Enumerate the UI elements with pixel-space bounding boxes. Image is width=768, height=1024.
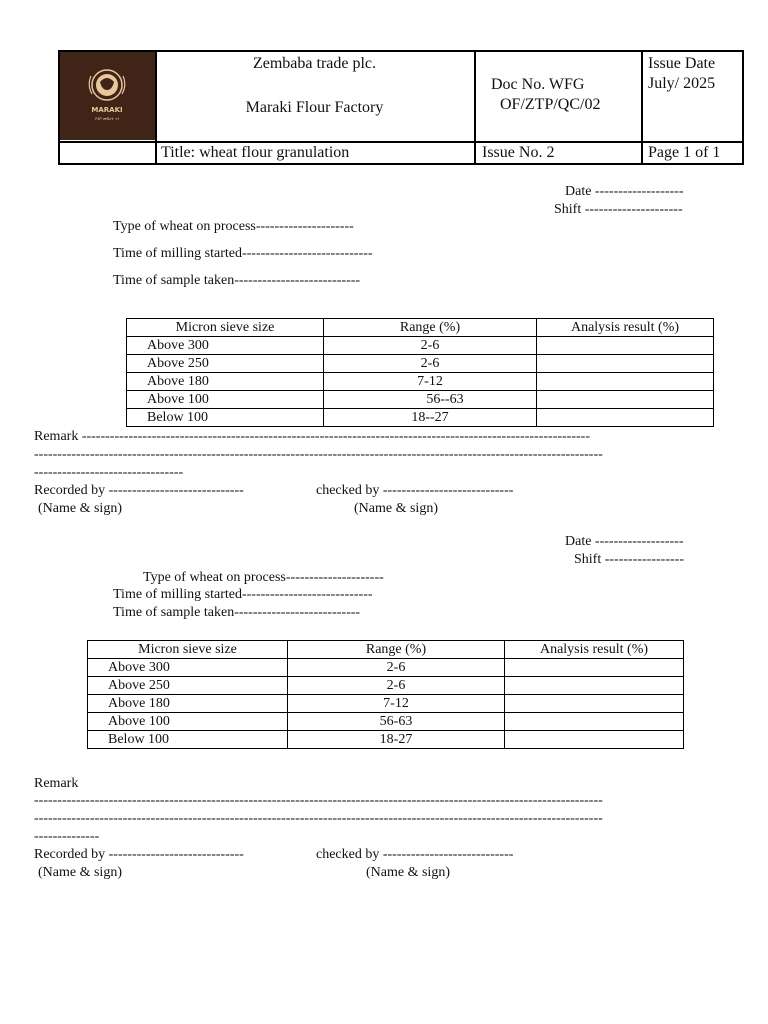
sieve-size-cell: Above 250	[88, 677, 288, 695]
checked-by-name-sign: (Name & sign)	[366, 865, 450, 880]
doc-no-line1: Doc No. WFG	[491, 76, 585, 93]
table-row	[127, 391, 714, 409]
sieve-size-cell: Below 100	[127, 409, 324, 427]
header-sieve-size: Micron sieve size	[88, 641, 288, 659]
header-sieve-size: Micron sieve size	[127, 319, 324, 337]
table-header-row	[127, 319, 714, 337]
sieve-size-cell: Above 180	[127, 373, 324, 391]
analysis-result-cell[interactable]	[537, 337, 714, 355]
type-of-wheat-field[interactable]: Type of wheat on process---------------------	[143, 570, 384, 585]
recorded-by-name-sign: (Name & sign)	[38, 501, 122, 516]
factory-name: Maraki Flour Factory	[245, 99, 384, 116]
sieve-size-cell: Above 250	[127, 355, 324, 373]
sieve-table	[87, 640, 684, 749]
issue-date-label: Issue Date	[648, 55, 716, 72]
range-cell: 56--63	[324, 391, 537, 409]
sieve-size-cell: Above 300	[88, 659, 288, 677]
analysis-result-cell[interactable]	[505, 731, 684, 749]
time-milling-started-field[interactable]: Time of milling started----------------------------	[113, 246, 373, 261]
date-field[interactable]: Date -------------------	[565, 534, 684, 549]
table-row	[88, 677, 684, 695]
logo-tagline: የዳቦ መሰረት ነን	[95, 116, 119, 121]
shift-field[interactable]: Shift ---------------------	[554, 202, 683, 217]
table-row	[88, 731, 684, 749]
shift-field[interactable]: Shift -----------------	[574, 552, 684, 567]
header-range: Range (%)	[288, 641, 505, 659]
range-cell: 2-6	[288, 677, 505, 695]
checked-by-field[interactable]: checked by ----------------------------	[316, 847, 514, 862]
recorded-by-name-sign: (Name & sign)	[38, 865, 122, 880]
sieve-size-cell: Below 100	[88, 731, 288, 749]
table-header-row	[88, 641, 684, 659]
recorded-by-field[interactable]: Recorded by -----------------------------	[34, 483, 244, 498]
range-cell: 56-63	[288, 713, 505, 731]
header-analysis-result: Analysis result (%)	[505, 641, 684, 659]
checked-by-name-sign: (Name & sign)	[354, 501, 438, 516]
table-row	[88, 695, 684, 713]
remark-field[interactable]: Remark -------------------------------------------------------------------------------------------------------------	[34, 429, 590, 444]
analysis-result-cell[interactable]	[505, 713, 684, 731]
sieve-size-cell: Above 300	[127, 337, 324, 355]
range-cell: 2-6	[324, 337, 537, 355]
document-title: Title: wheat flour granulation	[161, 144, 350, 161]
range-cell: 7-12	[324, 373, 537, 391]
table-row	[88, 713, 684, 731]
header-range: Range (%)	[324, 319, 537, 337]
time-milling-started-field[interactable]: Time of milling started----------------------------	[113, 587, 373, 602]
time-sample-taken-field[interactable]: Time of sample taken---------------------------	[113, 605, 361, 620]
range-cell: 2-6	[324, 355, 537, 373]
type-of-wheat-field[interactable]: Type of wheat on process---------------------	[113, 219, 354, 234]
analysis-result-cell[interactable]	[505, 659, 684, 677]
company-name: Zembaba trade plc.	[252, 55, 377, 72]
remark-label: Remark	[34, 776, 79, 791]
table-row	[88, 659, 684, 677]
maraki-logo	[60, 52, 155, 140]
time-sample-taken-field[interactable]: Time of sample taken---------------------------	[113, 273, 361, 288]
remark-line[interactable]: --------------------------------------------------------------------------------------------------------------------------	[34, 793, 603, 808]
remark-line[interactable]: --------------------------------------------------------------------------------------------------------------------------	[34, 811, 603, 826]
table-row	[127, 355, 714, 373]
remark-line[interactable]: --------------------------------	[34, 465, 184, 480]
table-row	[127, 373, 714, 391]
page-number: Page 1 of 1	[648, 144, 721, 161]
issue-date-value: July/ 2025	[648, 75, 716, 92]
analysis-result-cell[interactable]	[505, 695, 684, 713]
recorded-by-field[interactable]: Recorded by -----------------------------	[34, 847, 244, 862]
logo-name: MARAKI	[91, 106, 123, 114]
date-field[interactable]: Date -------------------	[565, 184, 684, 199]
table-row	[127, 337, 714, 355]
range-cell: 2-6	[288, 659, 505, 677]
range-cell: 18-27	[288, 731, 505, 749]
analysis-result-cell[interactable]	[537, 373, 714, 391]
analysis-result-cell[interactable]	[537, 355, 714, 373]
range-cell: 18--27	[324, 409, 537, 427]
remark-line[interactable]: --------------------------------------------------------------------------------------------------------------------------	[34, 447, 603, 462]
checked-by-field[interactable]: checked by ----------------------------	[316, 483, 514, 498]
analysis-result-cell[interactable]	[537, 409, 714, 427]
sieve-table	[126, 318, 714, 427]
analysis-result-cell[interactable]	[505, 677, 684, 695]
document-header	[58, 50, 744, 165]
range-cell: 7-12	[288, 695, 505, 713]
table-row	[127, 409, 714, 427]
sieve-size-cell: Above 100	[127, 391, 324, 409]
remark-line[interactable]: --------------	[34, 829, 100, 844]
sieve-size-cell: Above 100	[88, 713, 288, 731]
doc-no-line2: OF/ZTP/QC/02	[500, 96, 601, 113]
sieve-size-cell: Above 180	[88, 695, 288, 713]
issue-number: Issue No. 2	[482, 144, 555, 161]
analysis-result-cell[interactable]	[537, 391, 714, 409]
header-analysis-result: Analysis result (%)	[537, 319, 714, 337]
